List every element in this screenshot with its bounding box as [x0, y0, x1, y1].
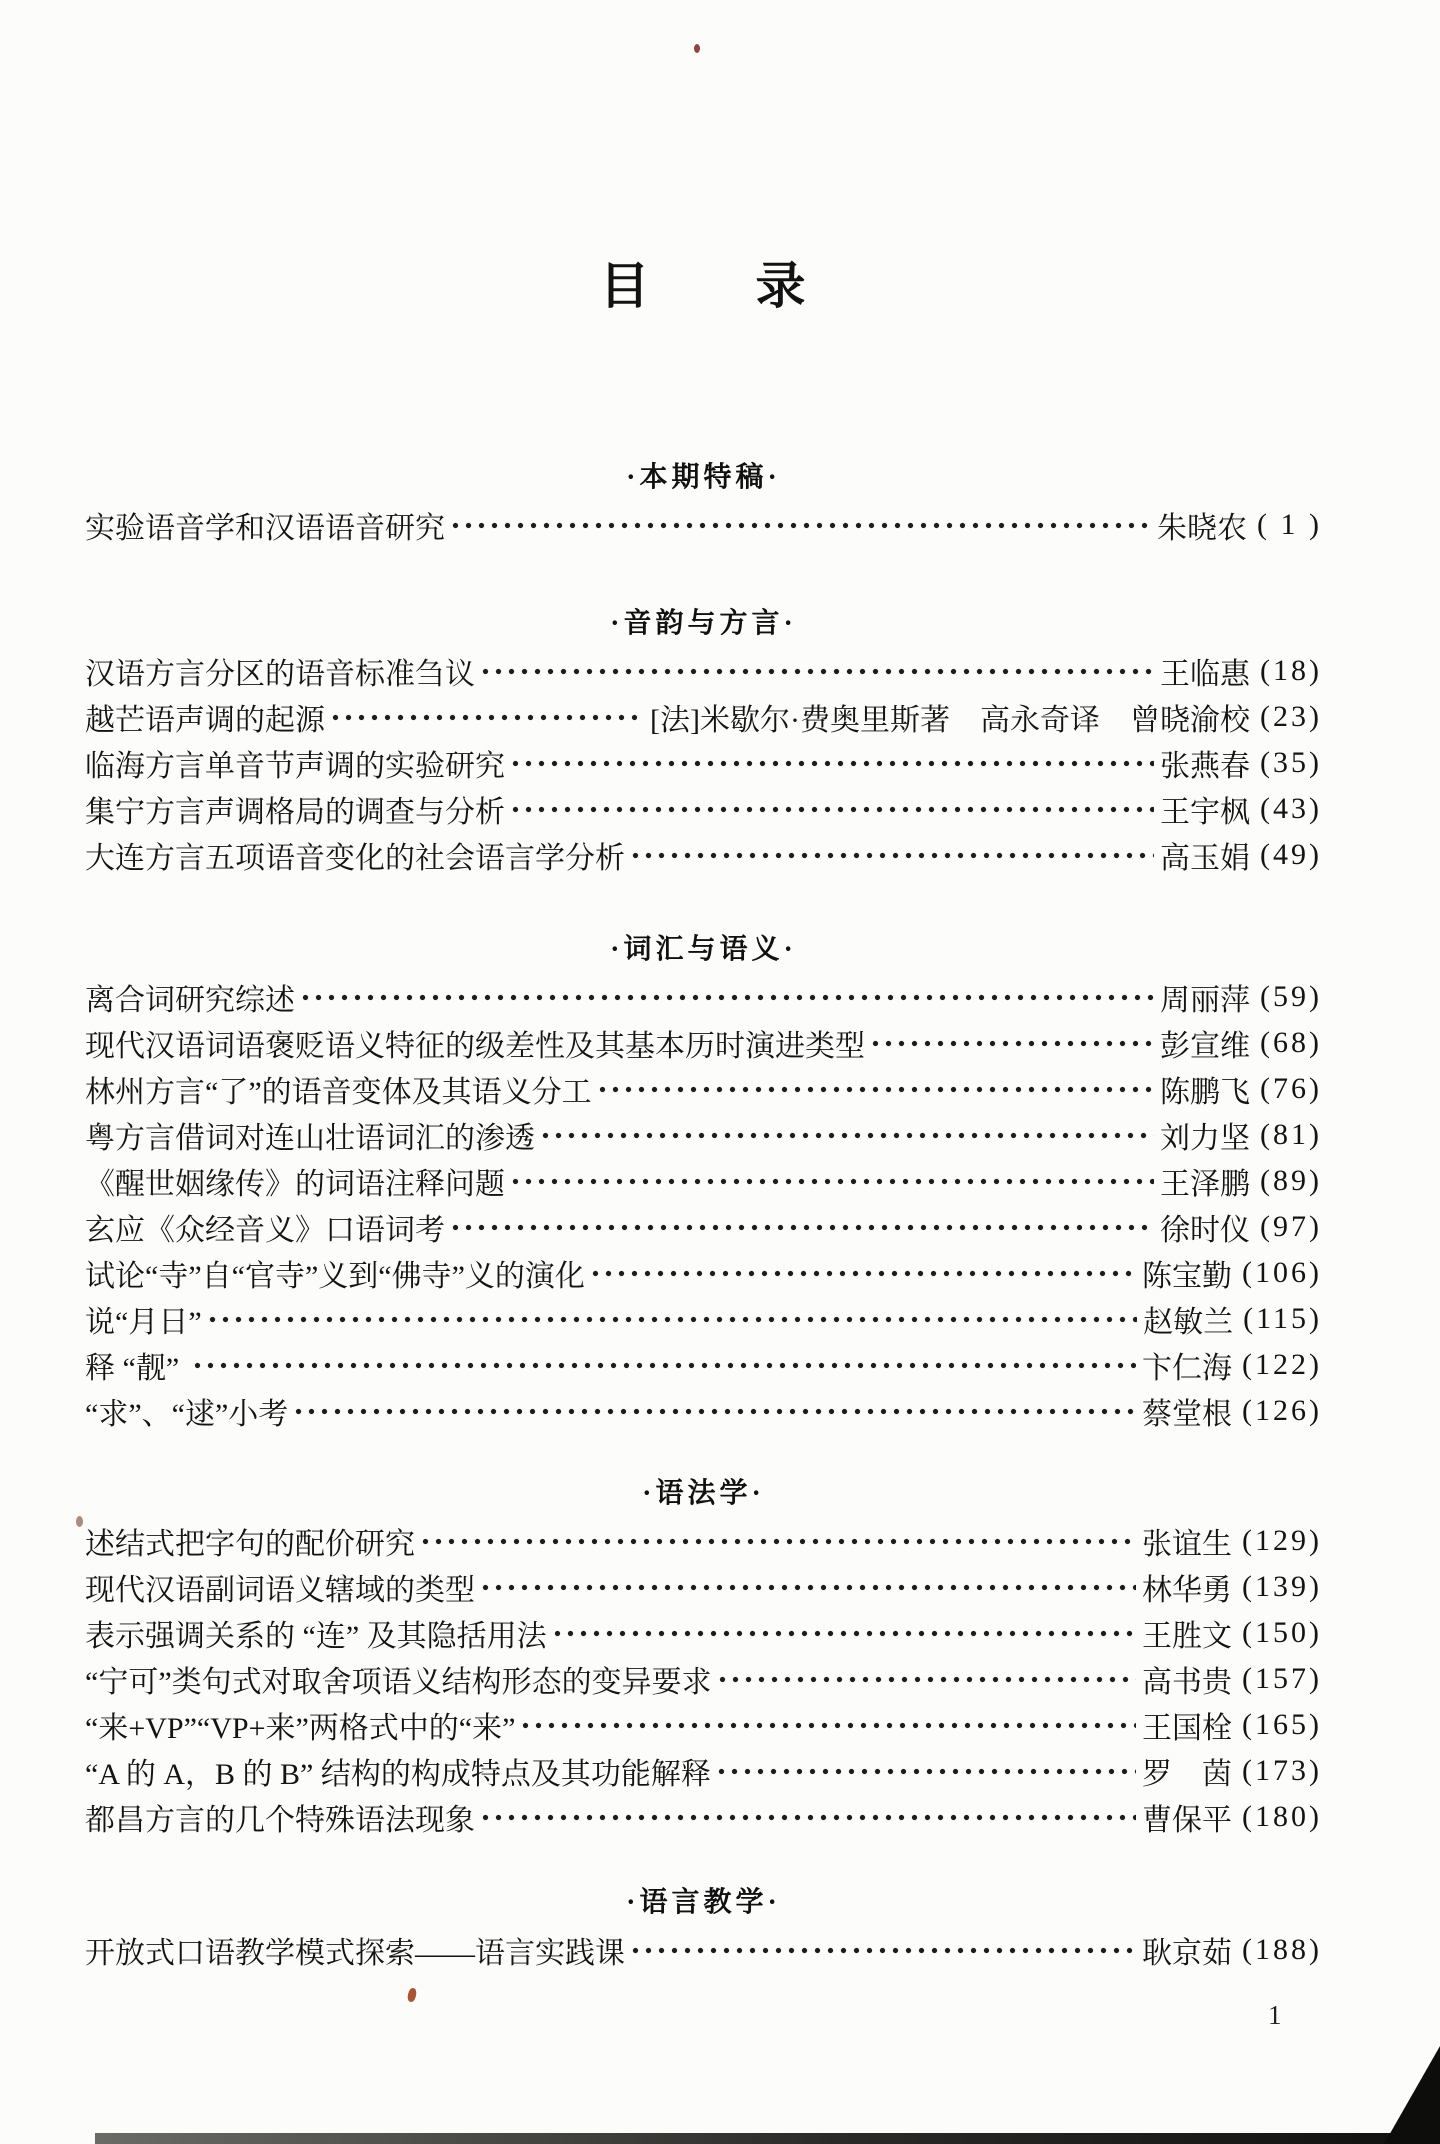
- toc-entry: [85, 1656, 1322, 1702]
- dot-leader: [539, 1112, 1154, 1158]
- dot-leader: [509, 740, 1154, 786]
- toc-entry: [85, 694, 1322, 740]
- entry-page-number: (115): [1243, 1302, 1322, 1335]
- dot-leader: [449, 1204, 1154, 1250]
- dot-leader: [715, 1748, 1136, 1794]
- entry-author: 罗 茵: [1142, 1758, 1233, 1791]
- entry-page-number: (157): [1242, 1662, 1322, 1695]
- toc-content: [85, 0, 1322, 1973]
- folio-page-number: 1: [1268, 2000, 1282, 2030]
- dot-leader: [419, 1518, 1136, 1564]
- dot-leader: [329, 694, 644, 740]
- scan-speck-icon: [694, 44, 700, 53]
- entry-title: 说“月日”: [85, 1306, 202, 1339]
- entry-page-number: (126): [1242, 1394, 1322, 1427]
- page-title: 目 录: [599, 258, 808, 314]
- entry-author: 陈鹏飞: [1160, 1076, 1251, 1109]
- entry-title: 述结式把字句的配价研究: [85, 1528, 415, 1561]
- dot-leader: [479, 1794, 1136, 1840]
- entry-title: 离合词研究综述: [85, 984, 295, 1017]
- entry-title: “来+VP”“VP+来”两格式中的“来”: [85, 1712, 516, 1745]
- scan-edge-shadow: [95, 2133, 1440, 2144]
- entry-title: “A 的 A，B 的 B” 结构的构成特点及其功能解释: [85, 1758, 711, 1791]
- dot-leader: [869, 1020, 1154, 1066]
- section-header: ·本期特稿·: [626, 462, 781, 493]
- entry-author: 王宇枫: [1160, 796, 1251, 829]
- toc-entry: [85, 1158, 1322, 1204]
- dot-leader: [629, 832, 1154, 878]
- toc-section: [85, 1883, 1322, 1973]
- entry-author: 蔡堂根: [1142, 1398, 1233, 1431]
- entry-page-number: (76): [1260, 1072, 1322, 1105]
- entry-title: “宁可”类句式对取舍项语义结构形态的变异要求: [85, 1666, 712, 1699]
- entry-author: 曹保平: [1142, 1804, 1233, 1837]
- entry-title: 都昌方言的几个特殊语法现象: [85, 1804, 475, 1837]
- entry-author: 王临惠: [1160, 658, 1251, 691]
- toc-entry: [85, 1066, 1322, 1112]
- toc-entry: [85, 1748, 1322, 1794]
- entry-page-number: (68): [1260, 1026, 1322, 1059]
- entry-title: 开放式口语教学模式探索——语言实践课: [85, 1937, 625, 1970]
- toc-section: [85, 1474, 1322, 1840]
- toc-entry: [85, 1296, 1322, 1342]
- entry-author: 周丽萍: [1160, 984, 1251, 1017]
- entry-author: 王国栓: [1142, 1712, 1233, 1745]
- section-header: ·语言教学·: [626, 1887, 781, 1918]
- section-header: ·语法学·: [642, 1478, 765, 1509]
- entry-title: 现代汉语词语褒贬语义特征的级差性及其基本历时演进类型: [85, 1030, 865, 1063]
- toc-entry: [85, 974, 1322, 1020]
- entry-page-number: (59): [1260, 980, 1322, 1013]
- entry-title: 释 “靓”: [85, 1352, 187, 1385]
- entry-author: 赵敏兰: [1143, 1306, 1234, 1339]
- entry-title: 集宁方言声调格局的调查与分析: [85, 796, 505, 829]
- toc-entry: [85, 1927, 1322, 1973]
- toc-entry: [85, 1204, 1322, 1250]
- dot-leader: [519, 1702, 1136, 1748]
- toc-entry: [85, 648, 1322, 694]
- toc-entry: [85, 1610, 1322, 1656]
- toc-entry: [85, 1564, 1322, 1610]
- scan-speck-icon: [76, 1516, 83, 1527]
- toc-entry: [85, 786, 1322, 832]
- entry-page-number: (129): [1242, 1524, 1322, 1557]
- toc-entry: [85, 502, 1322, 548]
- dot-leader: [596, 1066, 1154, 1112]
- section-header: ·词汇与语义·: [610, 934, 797, 965]
- entry-author: 王泽鹏: [1160, 1168, 1251, 1201]
- entry-page-number: (43): [1260, 792, 1322, 825]
- entry-page-number: (89): [1260, 1164, 1322, 1197]
- dot-leader: [191, 1342, 1136, 1388]
- entry-page-number: (35): [1260, 746, 1322, 779]
- entry-author: 卞仁海: [1142, 1352, 1233, 1385]
- entry-page-number: (106): [1242, 1256, 1322, 1289]
- toc-entry: [85, 1702, 1322, 1748]
- toc-entry: [85, 1388, 1322, 1434]
- entry-author: 朱晓农: [1157, 512, 1248, 545]
- dot-leader: [629, 1927, 1136, 1973]
- dot-leader: [479, 648, 1154, 694]
- dot-leader: [551, 1610, 1136, 1656]
- entry-title: 越芒语声调的起源: [85, 704, 325, 737]
- entry-page-number: (97): [1260, 1210, 1322, 1243]
- entry-title: 粤方言借词对连山壮语词汇的渗透: [85, 1122, 535, 1155]
- entry-page-number: (49): [1260, 838, 1322, 871]
- entry-author: [法]米歇尔·费奥里斯著 高永奇译 曾晓渝校: [650, 704, 1251, 737]
- entry-title: 林州方言“了”的语音变体及其语义分工: [85, 1076, 592, 1109]
- entry-author: 徐时仪: [1160, 1214, 1251, 1247]
- entry-author: 王胜文: [1142, 1620, 1233, 1653]
- entry-page-number: (18): [1260, 654, 1322, 687]
- entry-title: 《醒世姻缘传》的词语注释问题: [85, 1168, 505, 1201]
- entry-page-number: (165): [1242, 1708, 1322, 1741]
- entry-title: 玄应《众经音义》口语词考: [85, 1214, 445, 1247]
- entry-page-number: (139): [1242, 1570, 1322, 1603]
- entry-page-number: (173): [1242, 1754, 1322, 1787]
- entry-title: 汉语方言分区的语音标准刍议: [85, 658, 475, 691]
- entry-author: 高书贵: [1142, 1666, 1233, 1699]
- entry-page-number: ( 1 ): [1257, 508, 1322, 541]
- entry-page-number: (150): [1242, 1616, 1322, 1649]
- dot-leader: [589, 1250, 1136, 1296]
- entry-title: 表示强调关系的 “连” 及其隐括用法: [85, 1620, 547, 1653]
- entry-author: 张燕春: [1160, 750, 1251, 783]
- dot-leader: [299, 974, 1154, 1020]
- entry-author: 陈宝勤: [1142, 1260, 1233, 1293]
- toc-entry: [85, 1250, 1322, 1296]
- toc-entry: [85, 1112, 1322, 1158]
- entry-page-number: (188): [1242, 1933, 1322, 1966]
- entry-author: 高玉娟: [1160, 842, 1251, 875]
- entry-title: 实验语音学和汉语语音研究: [85, 512, 445, 545]
- toc-section: [85, 604, 1322, 878]
- entry-page-number: (180): [1242, 1800, 1322, 1833]
- toc-section: [85, 930, 1322, 1434]
- scan-corner-shadow: [1384, 2046, 1440, 2144]
- entry-title: 现代汉语副词语义辖域的类型: [85, 1574, 475, 1607]
- entry-author: 张谊生: [1142, 1528, 1233, 1561]
- toc-entry: [85, 1518, 1322, 1564]
- entry-author: 耿京茹: [1142, 1937, 1233, 1970]
- dot-leader: [716, 1656, 1136, 1702]
- entry-title: 临海方言单音节声调的实验研究: [85, 750, 505, 783]
- toc-entry: [85, 832, 1322, 878]
- entry-author: 刘力坚: [1160, 1122, 1251, 1155]
- toc-sections: [85, 458, 1322, 1973]
- toc-section: [85, 458, 1322, 548]
- entry-author: 彭宣维: [1160, 1030, 1251, 1063]
- entry-title: 大连方言五项语音变化的社会语言学分析: [85, 842, 625, 875]
- entry-page-number: (122): [1242, 1348, 1322, 1381]
- dot-leader: [509, 1158, 1154, 1204]
- entry-title: “求”、“逑”小考: [85, 1398, 289, 1431]
- toc-entry: [85, 1020, 1322, 1066]
- entry-page-number: (81): [1260, 1118, 1322, 1151]
- section-header: ·音韵与方言·: [610, 608, 797, 639]
- toc-entry: [85, 1342, 1322, 1388]
- entry-title: 试论“寺”自“官寺”义到“佛寺”义的演化: [85, 1260, 585, 1293]
- dot-leader: [509, 786, 1154, 832]
- entry-author: 林华勇: [1142, 1574, 1233, 1607]
- dot-leader: [206, 1296, 1137, 1342]
- dot-leader: [292, 1388, 1136, 1434]
- dot-leader: [479, 1564, 1136, 1610]
- dot-leader: [449, 502, 1151, 548]
- entry-page-number: (23): [1260, 700, 1322, 733]
- scan-speck-icon: [407, 1987, 418, 2002]
- toc-entry: [85, 1794, 1322, 1840]
- toc-entry: [85, 740, 1322, 786]
